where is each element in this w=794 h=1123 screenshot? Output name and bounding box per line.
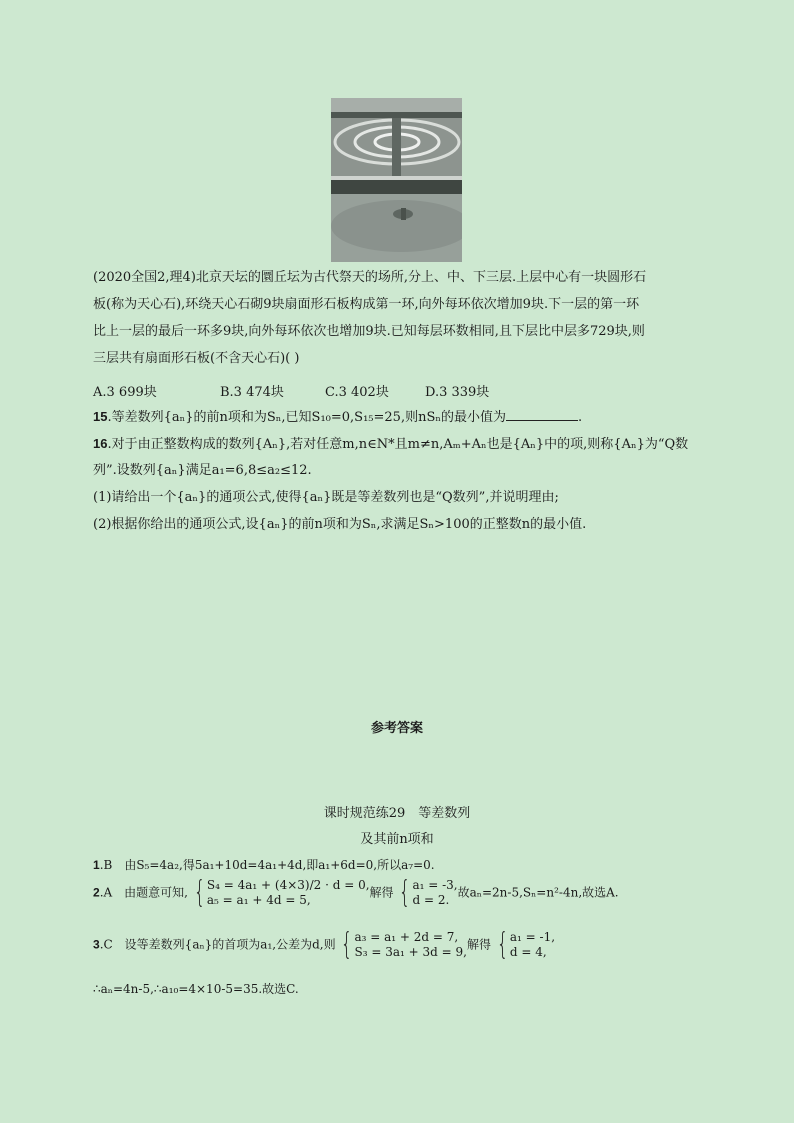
question-16 bbox=[93, 436, 688, 544]
section-subtitle: 及其前n项和 bbox=[360, 832, 434, 847]
question-number: 15 bbox=[93, 409, 108, 424]
equation: S₃ = 3a₁ + 3d = 9, bbox=[354, 945, 467, 959]
question-14-line: (2020全国2,理4)北京天坛的圜丘坛为古代祭天的场所,分上、中、下三层.上层中心有一块圆形石 bbox=[93, 270, 647, 285]
section-title: 课时规范练29 等差数列 bbox=[323, 806, 471, 821]
question-14-line: 三层共有扇面形石板(不含天心石)( ) bbox=[93, 351, 300, 366]
question-14-line: 比上一层的最后一环多9块,向外每环依次也增加9块.已知每层环数相同,且下层比中层多729块,则 bbox=[93, 324, 645, 339]
answer-number: 1 bbox=[93, 858, 100, 872]
answer-3-mid: 解得 bbox=[466, 937, 491, 952]
question-16-part1: (1)请给出一个{aₙ}的通项公式,使得{aₙ}既是等差数列也是“Q数列”,并说明理由; bbox=[93, 490, 559, 505]
answer-1-text: .B 由S₅=4a₂,得5a₁+10d=4a₁+4d,即a₁+6d=0,所以a₇=0. bbox=[99, 858, 435, 872]
brace-icon: { bbox=[496, 927, 509, 962]
answer-1 bbox=[93, 856, 435, 873]
option-a: A.3 699块 bbox=[93, 385, 157, 400]
question-16-line2: 列”.设数列{aₙ}满足a₁=6,8≤a₂≤12. bbox=[93, 463, 312, 478]
answers-title: 参考答案 bbox=[370, 721, 423, 736]
brace-icon: { bbox=[341, 927, 353, 962]
equation-system bbox=[495, 927, 556, 962]
answer-3-lead: .C 设等差数列{aₙ}的首项为a₁,公差为d,则 bbox=[99, 937, 336, 952]
question-14 bbox=[93, 270, 646, 378]
equation-system bbox=[397, 875, 458, 910]
answer-blank bbox=[506, 409, 578, 421]
question-number: 16 bbox=[93, 436, 108, 451]
equation: a₅ = a₁ + 4d = 5, bbox=[206, 893, 311, 907]
answer-2 bbox=[93, 875, 619, 910]
answer-3-line2: ∴aₙ=4n-5,∴a₁₀=4×10-5=35.故选C. bbox=[93, 982, 299, 996]
equation: a₁ = -3, bbox=[412, 878, 458, 892]
answer-number: 3 bbox=[93, 937, 100, 952]
answer-2-mid: 解得 bbox=[369, 885, 394, 900]
answer-2-lead: .A 由题意可知, bbox=[99, 885, 188, 900]
temple-photo bbox=[331, 98, 462, 262]
question-16-line1: .对于由正整数构成的数列{Aₙ},若对任意m,n∈N*且m≠n,Aₘ+Aₙ也是{Aₙ}中的项,则称{Aₙ}为“Q数 bbox=[107, 437, 689, 452]
question-14-line: 板(称为天心石),环绕天心石砌9块扇面形石板构成第一环,向外每环依次增加9块.下一层的第一环 bbox=[93, 297, 640, 312]
answer-2-tail: 故aₙ=2n-5,Sₙ=n²-4n,故选A. bbox=[457, 885, 619, 900]
answer-number: 2 bbox=[93, 885, 100, 900]
question-16-part2: (2)根据你给出的通项公式,设{aₙ}的前n项和为Sₙ,求满足Sₙ>100的正整数n的最小值. bbox=[93, 517, 587, 532]
question-15-text: .等差数列{aₙ}的前n项和为Sₙ,已知S₁₀=0,S₁₅=25,则nSₙ的最小值为 bbox=[107, 410, 506, 425]
equation: a₃ = a₁ + 2d = 7, bbox=[354, 930, 459, 944]
question-15-period: . bbox=[577, 410, 583, 425]
answer-3 bbox=[93, 927, 556, 962]
option-c: C.3 402块 bbox=[325, 385, 389, 400]
equation-system bbox=[339, 927, 467, 962]
brace-icon: { bbox=[399, 875, 411, 910]
equation: a₁ = -1, bbox=[509, 930, 556, 944]
option-b: B.3 474块 bbox=[220, 385, 284, 400]
question-15 bbox=[93, 409, 582, 426]
equation: S₄ = 4a₁ + (4×3)/2 · d = 0, bbox=[206, 878, 370, 892]
option-d: D.3 339块 bbox=[425, 385, 490, 400]
equation: d = 4, bbox=[509, 945, 547, 959]
equation-system bbox=[192, 875, 370, 910]
equation: d = 2. bbox=[412, 893, 450, 907]
brace-icon: { bbox=[193, 875, 206, 910]
